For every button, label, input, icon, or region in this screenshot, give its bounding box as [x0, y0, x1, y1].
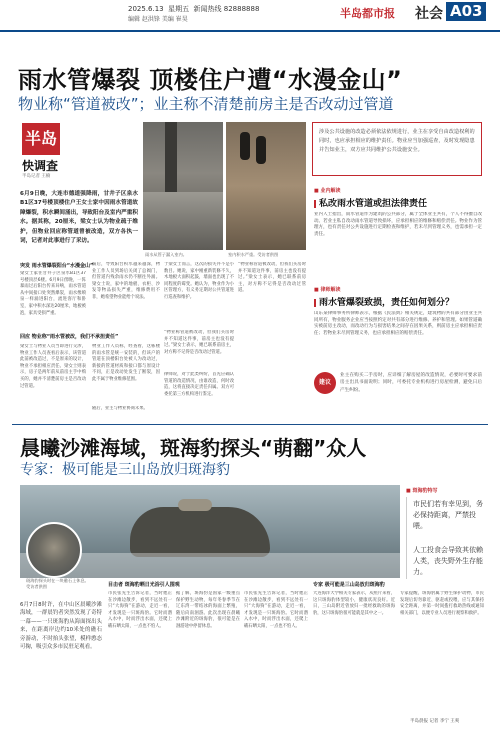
subhead-zhuanjia: 专家 极可能是三山岛放归斑海豹	[313, 582, 385, 588]
story2-col-f2: 市民张先生告诉记者，当时他正在沙滩边散步，看到不远处有一只“大海狗”在游动，走近一看，才发现是一只斑海豹。它时而潜入水中，时而浮出水面，还爬上礁石晒太阳，一点也不怕人。	[244, 591, 308, 629]
seal-shape	[178, 499, 212, 511]
brand-title: 快调查	[22, 159, 59, 173]
masthead-rule	[0, 30, 500, 32]
card2-title-text: 雨水管爆裂致损，责任如何划分？	[319, 298, 455, 308]
card1-marker	[314, 200, 316, 208]
story-divider	[12, 424, 488, 425]
side-quote: 市民们若有幸见到，务必保持距离，严禁投喂。	[413, 500, 483, 530]
story2-col-d1: 6月7日8时许，在中山区晨曦沙滩海域，一群晨钓者突然发现了奇特一幕——一只斑海豹从海面探出头来，在距离岸边约10米处的礁石旁游动，不时抬头张望，模样憨态可掬，吸引众多市民驻足观看。	[20, 602, 102, 651]
story1-col-c1: 于梁女士而言，这次的损失并不是小数目。她说，家中刚重新装修不久，木地板大面积起鼓，墙面也出现了不同程度的霉变。她认为，物业作为小区管理方，有义务定期对公共管道进行巡查和维护。	[164, 262, 234, 300]
editors-line: 编辑 赵洪锋 美编 崔昊	[128, 16, 188, 23]
story1-col-b1: 漏后，导致阳台积水越来越深，物业工作人员到场后关闭了总阀门，但管道内残余雨水仍不断往外涌。梁女士说，家中的地板、衣柜、沙发等物品损失严重，维修费用不菲，她希望物业能给个说法。	[92, 262, 160, 300]
story2-photo-caption: 斑海豹探头时在一块礁石上休息。受访者供图	[26, 578, 89, 589]
subhead-huiying: 回应 物业称“雨水管被改，我们不承担责任”	[20, 334, 119, 340]
story2-col-g1: 大连海洋大学相关专家表示，从照片来看，这只斑海豹体型较小，健康状况良好。近日，三山岛附近曾放归一批经救助的斑海豹，这只斑海豹很可能就是其中之一。	[313, 591, 395, 616]
side-quote-2: 人工投食会导致其依赖人类，丧失野外生存能力。	[413, 546, 483, 576]
story1-subheadline: 物业称“管道被改”；业主称不清楚前房主是否改动过管道	[18, 95, 394, 113]
side-tag: ■ 斑海豹特写	[406, 488, 438, 494]
story1-byline: 半岛记者 王楠	[22, 174, 51, 179]
story1-col-b3: 随后，业主与物业协商未果。	[92, 406, 148, 411]
card1-body: 业内人士指出，雨水管道作为建筑的公共部分，属于全体业主共有，个人不得擅自改动。若业主私自改动雨水管道导致损坏，应承担相应的维修和赔偿责任。物业作为管理方，也有责任对公共设施进行定期检查和维护，若未尽到管理义务，也需承担一定责任。	[314, 212, 482, 237]
card2-tag: ■ 律师解读	[314, 287, 341, 293]
story1-col-c4: “物业称管道被改动，但我们买房时并不知道这件事，前房主也没有提过。”梁女士表示，她已联系前房主，对方称不记得是否改动过管道。	[238, 262, 306, 294]
suggestion-text: 业主在购买二手房时，应详细了解房屋的改造情况，必要时可要求前房主出具书面说明；同时，可委托专业机构进行房屋检测，避免日后产生纠纷。	[340, 373, 482, 393]
card2-title	[314, 295, 454, 308]
photo1-caption: 雨水从管子漏入室内。	[145, 252, 187, 257]
masthead	[0, 0, 500, 34]
card1-title	[314, 196, 427, 209]
issue-date: 2025.6.13 星期五 新闻热线 82888888	[128, 5, 260, 13]
story1-col-a2: 梁女士与物业人员当即进行交涉，物业工作人员查看后表示，该管道此前被改造过，不是原来的设计，物业不承担相应责任。梁女士则表示，房子是两年前从前房主手中购买的，她并不清楚前房主是否改动过管道。	[20, 344, 86, 389]
quick-investigation-brand	[20, 123, 86, 185]
story1-photo-pipe	[143, 122, 223, 250]
card1-title-text: 私改雨水管道或担法律责任	[319, 199, 428, 209]
reef-rock	[130, 507, 270, 557]
story2-col-e1: 市民张先生告诉记者，当时他正在沙滩边散步，看到不远处有一只“大海狗”在游动，走近一看，才发现是一只斑海豹。它时而潜入水中，时而浮出水面，还爬上礁石晒太阳，一点也不怕人。	[108, 591, 172, 629]
side-quote-box	[406, 497, 487, 579]
photo2-caption: 室内积水严重。受访者供图	[228, 252, 279, 257]
section-name: 社会	[415, 6, 443, 22]
story1-col-b2: 物业工作人员称，经查看，这栋楼的雨水管是统一安装的，但该户的管道在顶楼阳台处被人为改动过，新接的管道材质和接口都与原设计不同，正是改动处发生了断裂，因此不属于物业维修范围。	[92, 344, 160, 382]
subhead-tufa: 突发 雨水管爆裂阳台“水漫金山”	[20, 263, 94, 269]
slipper-shape	[240, 132, 250, 160]
story2-subheadline: 专家：极可能是三山岛放归斑海豹	[20, 462, 230, 478]
card2-marker	[314, 299, 316, 307]
story1-lead: 6月9日晚，大连市德道强降雨，甘井子区泉水B1区37号楼顶楼住户王女士家中因雨水管道故障爆裂，积水瞬间涌出，导致阳台及室内严重积水。据其称，20厘米，梁女士认为物业疏于维护，但物业回应称管道曾被改造，双方各执一词，记者对此事进行了采访。	[20, 191, 138, 245]
page-number: A03	[446, 2, 486, 21]
inset-seal-photo	[26, 522, 82, 578]
story1-col-a1: 梁女士家住甘井子区泉水B1区37号楼顶层6楼。6月9日傍晚，一阵暴雨过后阳台传来异响，雨水管道从中间接口处突然爆裂，雨水像喷泉一样涌进阳台，流进客厅和卧室，家中积水深达20厘米，地板被泡，家具受损严重。	[20, 271, 86, 316]
story2-headline: 晨曦沙滩海域，斑海豹探头“萌翻”众人	[20, 436, 367, 460]
slipper-shape-2	[256, 136, 266, 164]
story1-headline: 雨水管爆裂 顶楼住户遭“水漫金山”	[18, 66, 403, 94]
brand-logo-mark: 半岛	[22, 123, 60, 155]
editor-note-box	[312, 122, 482, 176]
story1-col-c2: “物业称管道被改动，但我们买房时并不知道这件事，前房主也没有提过。”梁女士表示，她已联系前房主，对方称不记得是否改动过管道。	[164, 330, 234, 355]
balcony-floor	[143, 192, 223, 250]
story2-col-f1: 据了解，斑海豹是国家一级重点保护野生动物，每年冬春季节在辽东湾一带结冰的海面上繁殖，随后向南洄游。此次出现在晨曦沙滩附近的斑海豹，很可能是在洄游途中停留休息。	[176, 591, 240, 629]
story2-byline: 半岛晨报 记者 李宁 王爽	[410, 719, 460, 724]
card2-body: 山东某律师事务所律师表示，根据《民法典》相关规定，建筑物的共有部分由业主共同所有，物业服务企业应当按照约定对共有部分进行维修、养护和管理。如果管道确实被前房主改动，而改动行为与损害结果之间存在因果关系，则前房主应承担相应责任；若物业未尽到管理义务，也应承担相应的赔偿责任。	[314, 311, 482, 336]
subhead-mudi: 目击者 斑海豹晒日光浴引人围观	[108, 582, 180, 588]
story1-col-c3: 律师说，对于此类纠纷，首先应确认管道的改造情况，由谁改造、何时改造，这将直接决定责任归属。双方可委托第三方机构进行鉴定。	[164, 372, 234, 397]
card1-tag: ■ 业内解读	[314, 188, 341, 194]
newspaper-logo: 半岛都市报	[340, 7, 395, 20]
story2-col-h1: 专家提醒，斑海豹属于野生保护动物，市民发现后切勿靠近、驱赶或投喂，应与其保持安全距离，并第一时间拨打救助热线或通知相关部门，以便专业人员进行观察和救护。	[400, 591, 484, 616]
story1-photo-floor	[226, 122, 306, 250]
suggestion-badge: 建议	[314, 372, 336, 394]
editor-note-text: 涉及公共设施的改造必须依法依规进行，业主在享受自由改造权利的同时，也应承担相应的维护责任。物业应当加强巡查，及时发现隐患并告知业主，双方应共同维护公共设施安全。	[319, 129, 475, 153]
